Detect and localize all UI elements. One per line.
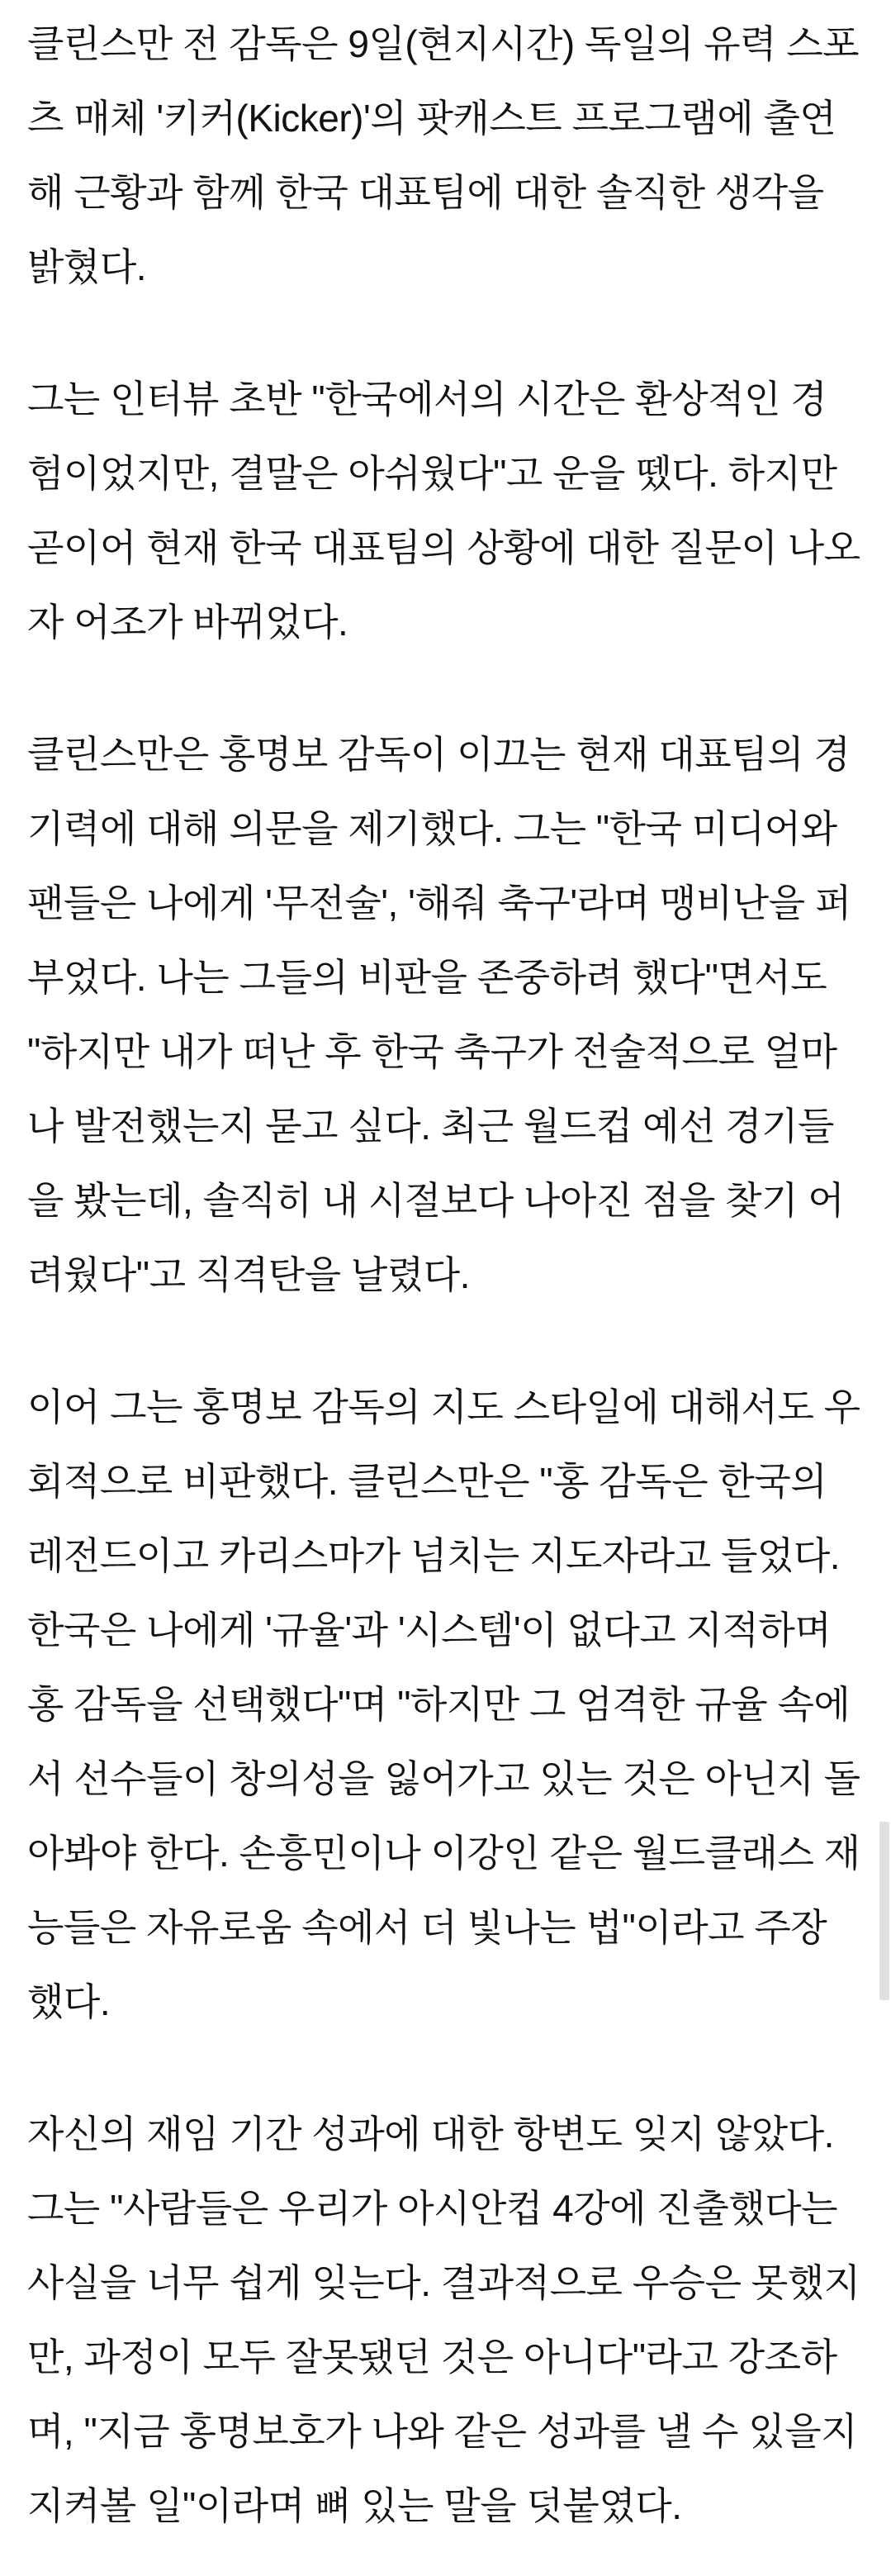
article-paragraph-5: 자신의 재임 기간 성과에 대한 항변도 잊지 않았다. 그는 "사람들은 우리가 아시안컵 4강에 진출했다는 사실을 너무 쉽게 잊는다. 결과적으로 우승은 못했지만, 과정이 모두 잘못됐던 것은 아니다"라고 강조하며, "지금 홍명보호가 나와 같은 성과를 낼 수 있을지 지켜볼 일"이라며 뼈 있는 말을 덧붙였다. bbox=[27, 2113, 860, 2527]
article-paragraph-4: 이어 그는 홍명보 감독의 지도 스타일에 대해서도 우회적으로 비판했다. 클린스만은 "홍 감독은 한국의 레전드이고 카리스마가 넘치는 지도자라고 들었다. 한국은 나에게 '규율'과 '시스템'이 없다고 지적하며 홍 감독을 선택했다"며 "하지만 그 엄격한 규율 속에서 선수들이 창의성을 잃어가고 있는 것은 아닌지 돌아봐야 한다. 손흥민이나 이강인 같은 월드클래스 재능들은 자유로움 속에서 더 빛나는 법"이라고 주장했다. bbox=[27, 1385, 860, 2023]
article-paragraph-1: 클린스만 전 감독은 9일(현지시간) 독일의 유력 스포츠 매체 '키커(Kicker)'의 팟캐스트 프로그램에 출연해 근황과 함께 한국 대표팀에 대한 솔직한 생각을 밝혔다. bbox=[27, 22, 860, 288]
article-paragraph-3: 클린스만은 홍명보 감독이 이끄는 현재 대표팀의 경기력에 대해 의문을 제기했다. 그는 "한국 미디어와 팬들은 나에게 '무전술', '해줘 축구'라며 맹비난을 퍼부었다. 나는 그들의 비판을 존중하려 했다"면서도 "하지만 내가 떠난 후 한국 축구가 전술적으로 얼마나 발전했는지 묻고 싶다. 최근 월드컵 예선 경기들을 봤는데, 솔직히 내 시절보다 나아진 점을 찾기 어려웠다"고 직격탄을 날렸다. bbox=[27, 733, 851, 1296]
article-paragraph-2: 그는 인터뷰 초반 "한국에서의 시간은 환상적인 경험이었지만, 결말은 아쉬웠다"고 운을 뗐다. 하지만 곧이어 현재 한국 대표팀의 상황에 대한 질문이 나오자 어조가 바뀌었다. bbox=[27, 378, 860, 644]
scrollbar-thumb[interactable] bbox=[879, 1822, 889, 2000]
